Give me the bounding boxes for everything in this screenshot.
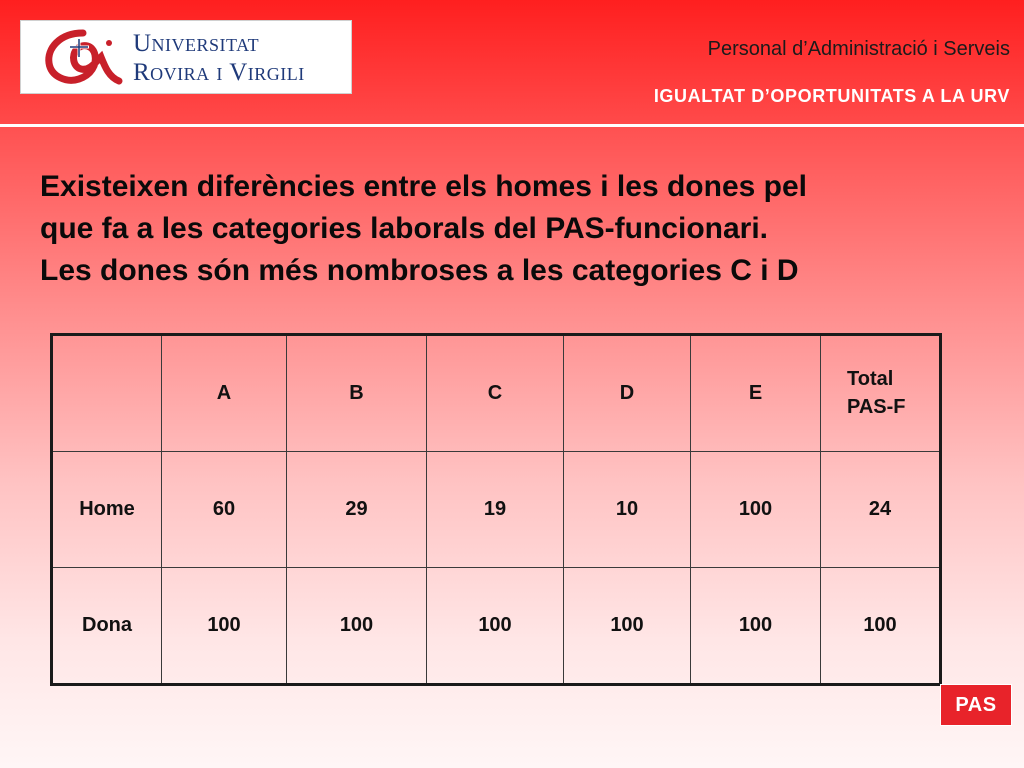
- pas-badge: PAS: [940, 684, 1012, 726]
- table-cell: 100: [821, 568, 941, 685]
- column-header: C: [427, 335, 564, 452]
- table-cell: 100: [691, 451, 821, 568]
- logo-line-1: Universitat: [133, 30, 260, 57]
- corner-cell: [52, 335, 162, 452]
- table-cell: 100: [564, 568, 691, 685]
- table-cell: 100: [162, 568, 287, 685]
- logo-wordmark: [133, 29, 305, 87]
- total-column-header: [821, 335, 941, 452]
- column-header: A: [162, 335, 287, 452]
- urv-emblem-icon: [39, 27, 129, 87]
- department-label: Personal d’Administració i Serveis: [707, 38, 1010, 60]
- row-label: Dona: [52, 568, 162, 685]
- total-header-line-2: PAS-F: [847, 396, 906, 419]
- table-cell: 29: [287, 451, 427, 568]
- university-logo: [20, 20, 352, 94]
- total-header-line-1: Total: [847, 368, 894, 391]
- table-cell: 100: [691, 568, 821, 685]
- table-cell: 60: [162, 451, 287, 568]
- title-line-3: Les dones són més nombroses a les categories C i D: [40, 254, 799, 287]
- title-line-2: que fa a les categories laborals del PAS-funcionari.: [40, 212, 768, 245]
- table-cell: 10: [564, 451, 691, 568]
- category-table: [50, 333, 942, 686]
- logo-line-2: Rovira i Virgili: [133, 59, 305, 86]
- program-label: IGUALTAT D’OPORTUNITATS A LA URV: [653, 86, 1010, 106]
- slide-title: [40, 166, 940, 292]
- table-cell: 19: [427, 451, 564, 568]
- table-cell: 100: [427, 568, 564, 685]
- title-line-1: Existeixen diferències entre els homes i les dones pel: [40, 170, 807, 203]
- table-row: [52, 451, 941, 568]
- column-header: E: [691, 335, 821, 452]
- row-label: Home: [52, 451, 162, 568]
- table-row: [52, 568, 941, 685]
- table-cell: 100: [287, 568, 427, 685]
- column-header: B: [287, 335, 427, 452]
- column-header: D: [564, 335, 691, 452]
- table-cell: 24: [821, 451, 941, 568]
- header-divider: [0, 124, 1024, 127]
- table-header-row: [52, 335, 941, 452]
